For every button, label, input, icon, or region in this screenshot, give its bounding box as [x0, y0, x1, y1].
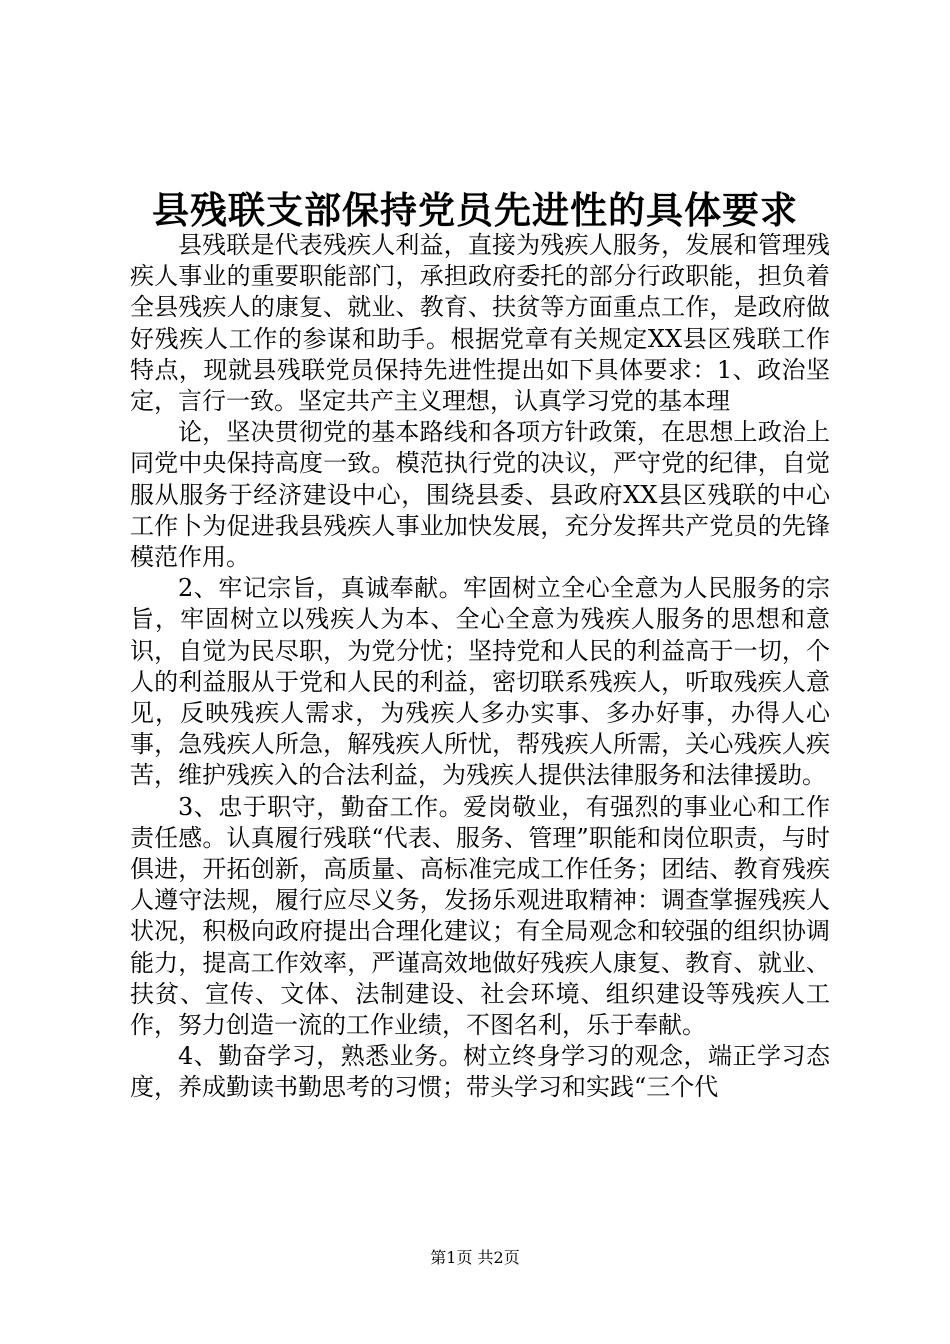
document-body	[130, 230, 830, 1104]
paragraph-continuation: 论，坚决贯彻党的基本路线和各项方针政策，在思想上政治上同党中央保持高度一致。模范执行党的决议，严守党的纪律，自觉服从服务于经济建设中心，围绕县委、县政府XX县区残联的中心工作卜为促进我县残疾人事业加快发展，充分发挥共产党员的先锋模范作用。	[130, 418, 830, 572]
document-title: 县残联支部保持党员先进性的具体要求	[152, 188, 798, 232]
paragraph-intro: 县残联是代表残疾人利益，直接为残疾人服务，发展和管理残疾人事业的重要职能部门，承担政府委托的部分行政职能，担负着全县残疾人的康复、就业、教育、扶贫等方面重点工作，是政府做好残疾人工作的参谋和助手。根据党章有关规定XX县区残联工作特点，现就县残联党员保持先进性提出如下具体要求：1、政治坚定，言行一致。坚定共产主义理想，认真学习党的基本理	[130, 231, 830, 416]
page-number-footer: 第1页 共2页	[430, 1248, 520, 1267]
paragraph-item-3: 3、忠于职守，勤奋工作。爱岗敬业，有强烈的事业心和工作责任感。认真履行残联“代表、服务、管理”职能和岗位职责，与时俱进，开拓创新，高质量、高标准完成工作任务；团结、教育残疾人遵守法规，履行应尽义务，发扬乐观进取精神：调查掌握残疾人状况，积极向政府提出合理化建议；有全局观念和较强的组织协调能力，提高工作效率，严谨高效地做好残疾人康复、教育、就业、扶贫、宣传、文体、法制建设、社会环境、组织建设等残疾人工作，努力创造一流的工作业绩，不图名利，乐于奉献。	[130, 792, 830, 1040]
paragraph-item-2: 2、牢记宗旨，真诚奉献。牢固树立全心全意为人民服务的宗旨，牢固树立以残疾人为本、全心全意为残疾人服务的思想和意识，自觉为民尽职，为党分忧；坚持党和人民的利益高于一切，个人的利益服从于党和人民的利益，密切联系残疾人，听取残疾人意见，反映残疾人需求，为残疾人多办实事、多办好事，办得人心事，急残疾人所急，解残疾人所忧，帮残疾人所需，关心残疾人疾苦，维护残疾入的合法利益，为残疾人提供法律服务和法律援助。	[130, 574, 830, 790]
paragraph-item-4: 4、勤奋学习，熟悉业务。树立终身学习的观念，端正学习态度，养成勤读书勤思考的习惯；带头学习和实践“三个代	[130, 1042, 830, 1102]
